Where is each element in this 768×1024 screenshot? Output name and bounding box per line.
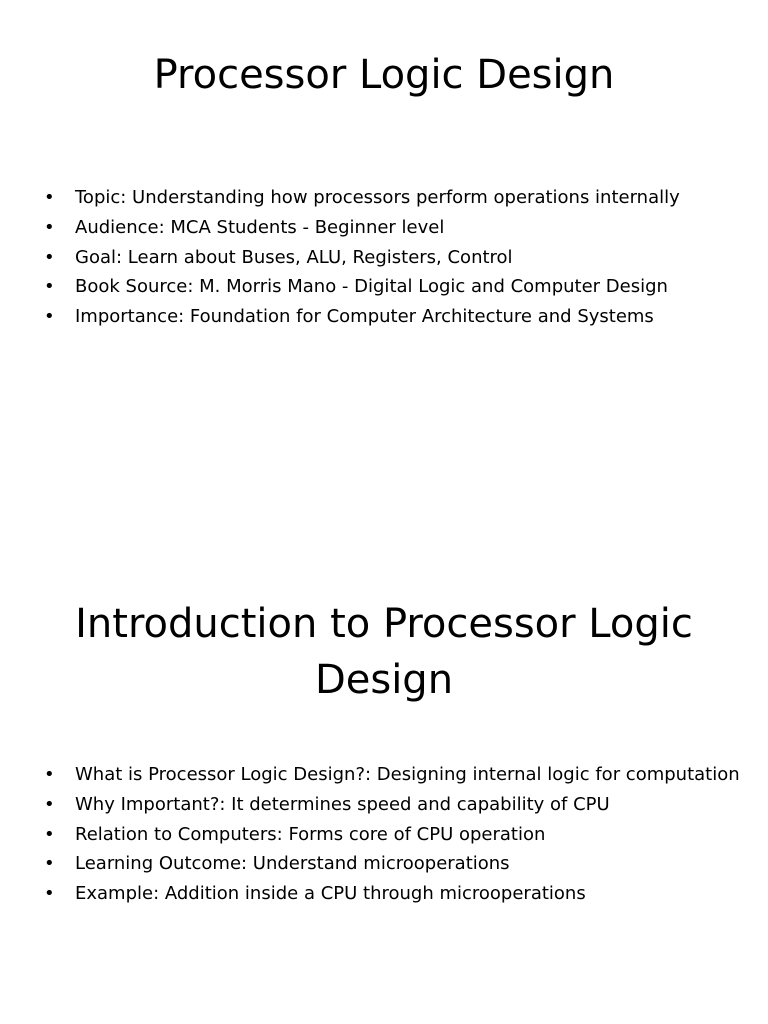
bullet-text: Why Important?: It determines speed and capability of CPU bbox=[75, 793, 610, 815]
slide-title: Introduction to Processor Logic Design bbox=[75, 601, 693, 703]
bullet-icon: • bbox=[44, 276, 55, 298]
bullet-text: Relation to Computers: Forms core of CPU operation bbox=[75, 823, 546, 845]
bullet-text: Learning Outcome: Understand microoperations bbox=[75, 853, 510, 875]
list-item bbox=[44, 849, 748, 879]
list-item bbox=[44, 183, 748, 213]
list-item bbox=[44, 760, 748, 790]
bullet-icon: • bbox=[44, 823, 55, 845]
bullet-list bbox=[44, 760, 748, 909]
bullet-text: Book Source: M. Morris Mano - Digital Logic and Computer Design bbox=[75, 276, 668, 298]
list-item bbox=[44, 820, 748, 850]
bullet-text: Topic: Understanding how processors perform operations internally bbox=[75, 187, 680, 208]
bullet-text: Example: Addition inside a CPU through microoperations bbox=[75, 883, 586, 905]
bullet-icon: • bbox=[44, 883, 55, 905]
list-item bbox=[44, 302, 748, 332]
bullet-text: Goal: Learn about Buses, ALU, Registers, Control bbox=[75, 246, 513, 268]
slide-2 bbox=[0, 560, 768, 1024]
bullet-icon: • bbox=[44, 853, 55, 875]
list-item bbox=[44, 213, 748, 243]
bullet-icon: • bbox=[44, 187, 55, 208]
bullet-text: Importance: Foundation for Computer Architecture and Systems bbox=[75, 306, 654, 328]
bullet-icon: • bbox=[44, 216, 55, 238]
bullet-icon: • bbox=[44, 793, 55, 815]
bullet-icon: • bbox=[44, 246, 55, 268]
bullet-icon: • bbox=[44, 306, 55, 328]
list-item bbox=[44, 243, 748, 273]
bullet-icon: • bbox=[44, 764, 55, 785]
list-item bbox=[44, 272, 748, 302]
bullet-text: What is Processor Logic Design?: Designing internal logic for computation bbox=[75, 764, 740, 785]
list-item bbox=[44, 879, 748, 909]
bullet-list bbox=[44, 183, 748, 332]
bullet-text: Audience: MCA Students - Beginner level bbox=[75, 216, 445, 238]
slide-title: Processor Logic Design bbox=[153, 52, 615, 98]
list-item bbox=[44, 790, 748, 820]
